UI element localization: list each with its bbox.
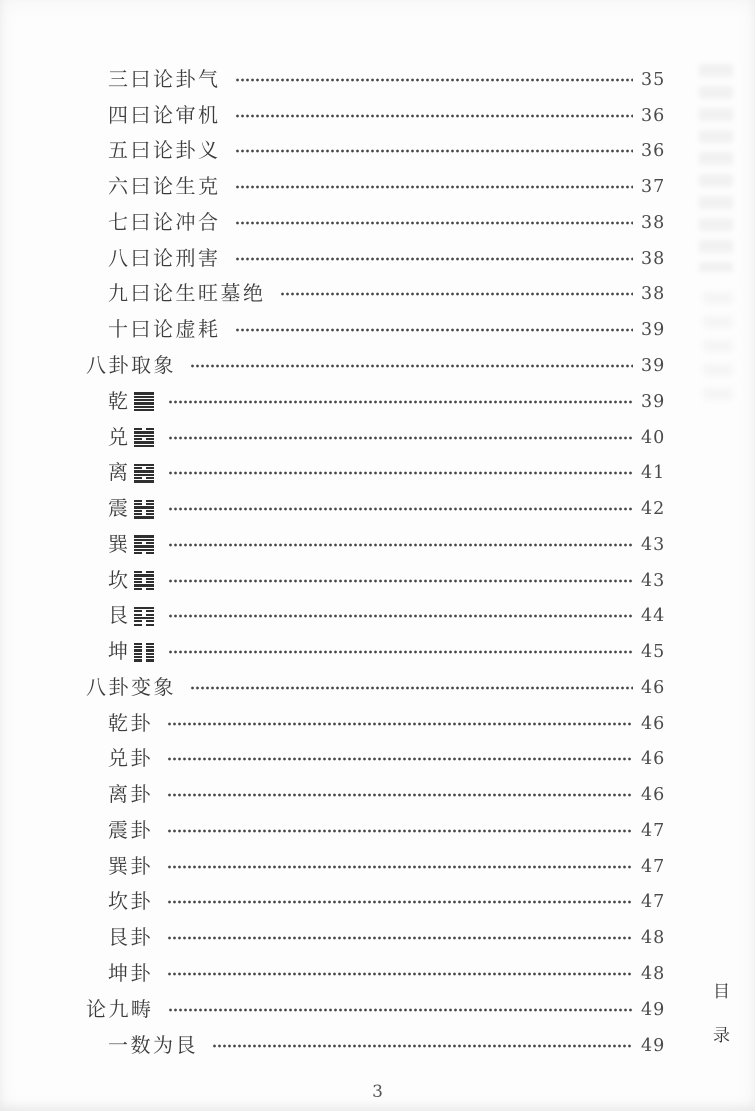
toc-entry-label: 坤卦 (108, 963, 153, 986)
toc-entry-page: 36 (641, 141, 666, 162)
dot-leader (168, 606, 634, 626)
zhen-hexagram-icon (134, 500, 154, 519)
toc-entry-page: 46 (641, 713, 666, 734)
toc-entry-label: 一数为艮 (108, 1034, 198, 1057)
toc-entry-label: 三曰论卦气 (108, 68, 221, 91)
toc-entry[interactable] (86, 277, 667, 313)
toc-entry-label: 巽卦 (108, 855, 153, 878)
toc-entry-page: 43 (641, 570, 666, 591)
toc-entry-page: 39 (641, 356, 666, 376)
toc-entry-label: 八卦变象 (86, 676, 176, 699)
toc-entry[interactable] (86, 992, 667, 1028)
margin-label-char-2: 录 (713, 1026, 730, 1045)
toc-entry-page: 39 (641, 320, 666, 341)
toc-entry-label: 兑卦 (108, 748, 153, 771)
dot-leader (168, 535, 634, 555)
toc-entry[interactable] (86, 348, 667, 384)
toc-entry-page: 47 (641, 892, 666, 913)
dot-leader (168, 392, 634, 412)
toc-entry-page: 43 (641, 534, 666, 555)
dot-leader (212, 1036, 633, 1056)
toc-entry[interactable] (86, 813, 667, 849)
dot-leader (167, 928, 633, 948)
toc-entry[interactable] (86, 527, 667, 563)
dot-leader (235, 213, 634, 233)
dot-leader (190, 356, 633, 376)
toc-entry-label: 巽 (108, 533, 131, 556)
kan-hexagram-icon (134, 571, 154, 590)
toc-entry-page: 45 (641, 642, 666, 663)
toc-entry-label: 艮卦 (108, 927, 153, 950)
toc-entry-label: 七曰论冲合 (108, 211, 221, 234)
toc-entry-page: 36 (641, 105, 666, 126)
ink-bleedthrough-artifact (703, 292, 733, 404)
dot-leader (168, 428, 634, 448)
toc-entry-label: 坎卦 (108, 891, 153, 914)
toc-entry[interactable] (86, 598, 667, 634)
dot-leader (190, 678, 633, 698)
margin-section-label (713, 983, 730, 1044)
toc-entry[interactable] (86, 563, 667, 599)
toc-entry[interactable] (86, 777, 667, 813)
dot-leader (235, 106, 634, 126)
dot-leader (167, 821, 633, 841)
toc-entry-page: 49 (641, 999, 666, 1020)
toc-entry[interactable] (86, 62, 667, 98)
toc-entry[interactable] (86, 169, 667, 205)
toc-entry-page: 48 (641, 964, 666, 985)
toc-entry-label: 乾卦 (108, 712, 153, 735)
toc-entry-page: 41 (641, 463, 666, 484)
toc-entry[interactable] (86, 420, 667, 456)
toc-entry-page: 48 (641, 928, 666, 949)
toc-entry-page: 35 (641, 69, 666, 90)
dot-leader (168, 499, 634, 519)
dot-leader (168, 571, 634, 591)
toc-entry[interactable] (86, 742, 667, 778)
toc-entry-page: 39 (641, 391, 666, 412)
toc-entry-label: 坤 (108, 641, 131, 664)
toc-list (86, 62, 667, 1063)
dot-leader (235, 177, 634, 197)
toc-entry-label: 艮 (108, 605, 131, 628)
toc-entry-label: 论九畴 (86, 998, 154, 1021)
toc-entry-page: 37 (641, 177, 666, 198)
toc-entry-page: 46 (641, 749, 666, 770)
dot-leader (235, 320, 634, 340)
ink-bleedthrough-artifact (699, 64, 733, 272)
toc-entry[interactable] (86, 312, 667, 348)
dot-leader (167, 964, 633, 984)
toc-entry[interactable] (86, 241, 667, 277)
dot-leader (167, 785, 633, 805)
dot-leader (167, 749, 633, 769)
margin-label-char-1: 目 (713, 982, 730, 1001)
dot-leader (235, 70, 634, 90)
kun-hexagram-icon (134, 643, 154, 662)
dot-leader (280, 284, 634, 304)
toc-entry-page: 46 (641, 677, 666, 698)
toc-entry-label: 震 (108, 498, 131, 521)
toc-entry-label: 兑 (108, 426, 131, 449)
page-number: 3 (372, 1082, 383, 1102)
gen-hexagram-icon (134, 607, 154, 626)
toc-entry-label: 九曰论生旺墓绝 (108, 283, 266, 306)
toc-entry-label: 离 (108, 462, 131, 485)
toc-entry-page: 44 (641, 606, 666, 627)
toc-entry-page: 40 (641, 427, 666, 448)
xun-hexagram-icon (134, 535, 154, 554)
toc-entry-page: 38 (641, 248, 666, 269)
toc-entry-label: 八曰论刑害 (108, 247, 221, 270)
toc-entry-label: 十曰论虚耗 (108, 319, 221, 342)
toc-entry[interactable] (86, 384, 667, 420)
toc-entry-label: 六曰论生克 (108, 176, 221, 199)
toc-entry-page: 47 (641, 856, 666, 877)
toc-entry[interactable] (86, 956, 667, 992)
toc-entry[interactable] (86, 134, 667, 170)
toc-entry-label: 震卦 (108, 819, 153, 842)
toc-entry-page: 38 (641, 212, 666, 233)
dot-leader (168, 642, 634, 662)
toc-entry-label: 坎 (108, 569, 131, 592)
li-hexagram-icon (134, 464, 154, 483)
toc-entry-page: 38 (641, 284, 666, 305)
toc-entry-label: 四曰论审机 (108, 104, 221, 127)
dot-leader (167, 857, 633, 877)
toc-entry-page: 47 (641, 820, 666, 841)
toc-entry-label: 离卦 (108, 784, 153, 807)
toc-entry[interactable] (86, 670, 667, 706)
toc-entry[interactable] (86, 849, 667, 885)
toc-entry-label: 乾 (108, 390, 131, 413)
dot-leader (235, 249, 634, 269)
toc-entry[interactable] (86, 205, 667, 241)
toc-entry-page: 42 (641, 499, 666, 520)
toc-entry[interactable] (86, 98, 667, 134)
toc-entry-page: 49 (641, 1035, 666, 1056)
toc-entry[interactable] (86, 920, 667, 956)
dot-leader (235, 141, 634, 161)
toc-entry[interactable] (86, 455, 667, 491)
toc-entry-label: 五曰论卦义 (108, 140, 221, 163)
toc-entry[interactable] (86, 706, 667, 742)
qian-hexagram-icon (134, 392, 154, 411)
toc-entry-label: 八卦取象 (86, 355, 176, 377)
toc-entry[interactable] (86, 634, 667, 670)
toc-entry[interactable] (86, 885, 667, 921)
dot-leader (168, 1000, 634, 1020)
toc-entry[interactable] (86, 491, 667, 527)
dot-leader (167, 714, 633, 734)
dot-leader (168, 463, 634, 483)
dui-hexagram-icon (134, 428, 154, 447)
toc-entry[interactable] (86, 1028, 667, 1064)
toc-entry-page: 46 (641, 785, 666, 806)
dot-leader (167, 892, 633, 912)
